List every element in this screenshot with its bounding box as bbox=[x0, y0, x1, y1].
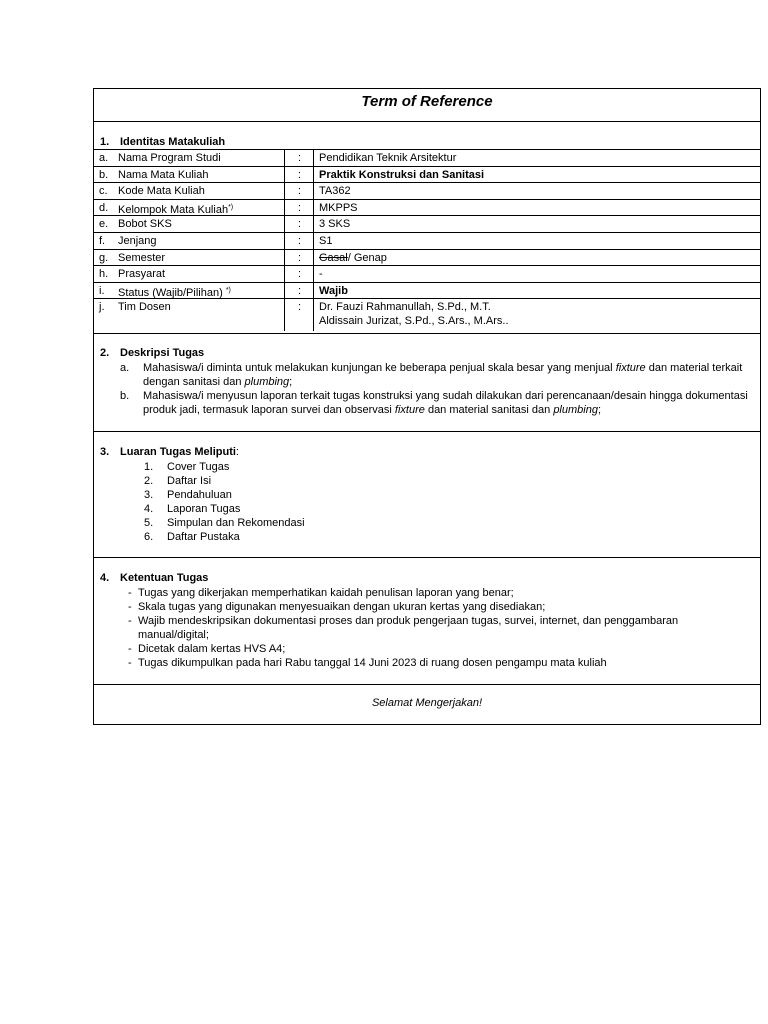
divider bbox=[94, 121, 760, 122]
footnote-marker: *) bbox=[228, 203, 234, 211]
section1-number: 1. bbox=[100, 136, 110, 148]
table-row bbox=[94, 199, 760, 216]
item-text-italic: plumbing bbox=[244, 376, 290, 388]
divider bbox=[94, 333, 760, 334]
item-text: ; bbox=[597, 404, 602, 416]
section4-list bbox=[128, 586, 748, 670]
list-item bbox=[144, 502, 305, 516]
section3-list bbox=[144, 460, 305, 544]
item-text: Dicetak dalam kertas HVS A4; bbox=[138, 643, 286, 655]
item-text: Simpulan dan Rekomendasi bbox=[167, 517, 305, 529]
row-value-text: Aldissain Jurizat, S.Pd., S.Ars., M.Ars.. bbox=[319, 315, 509, 328]
row-value-text: S1 bbox=[319, 234, 333, 247]
item-dash: - bbox=[128, 601, 132, 613]
row-label-text: Tim Dosen bbox=[118, 301, 171, 314]
row-value bbox=[319, 201, 358, 215]
list-item bbox=[128, 586, 748, 600]
row-value bbox=[319, 184, 351, 198]
item-dash: - bbox=[128, 657, 132, 669]
item-dash: - bbox=[128, 615, 132, 627]
item-text-italic: plumbing bbox=[553, 404, 598, 416]
table-row bbox=[94, 282, 760, 299]
table-row bbox=[94, 265, 760, 282]
item-text-italic: fixture bbox=[615, 362, 646, 374]
row-letter: e. bbox=[99, 218, 109, 231]
row-value bbox=[319, 267, 323, 281]
row-label-text: Nama Mata Kuliah bbox=[118, 168, 209, 181]
row-colon: : bbox=[298, 201, 302, 214]
item-dash: - bbox=[128, 587, 132, 599]
row-letter: c. bbox=[99, 185, 108, 198]
row-letter: d. bbox=[99, 201, 109, 214]
row-value-text: / Genap bbox=[347, 251, 387, 264]
row-colon: : bbox=[298, 185, 302, 198]
row-value-text: Praktik Konstruksi dan Sanitasi bbox=[319, 168, 485, 181]
row-colon: : bbox=[298, 234, 302, 247]
item-text: dan material sanitasi dan bbox=[424, 404, 554, 416]
item-text: dan material terkait bbox=[645, 362, 743, 374]
row-colon: : bbox=[298, 251, 302, 264]
divider bbox=[94, 684, 760, 685]
list-item bbox=[144, 460, 305, 474]
table-row bbox=[94, 249, 760, 266]
item-number: 6. bbox=[144, 531, 154, 543]
row-letter: a. bbox=[99, 152, 109, 164]
row-value-text: - bbox=[319, 268, 323, 281]
item-text: produk jadi, termasuk laporan survei dan observasi bbox=[143, 404, 395, 416]
row-label bbox=[118, 300, 171, 314]
item-text: Laporan Tugas bbox=[167, 503, 241, 515]
item-text: ; bbox=[289, 376, 293, 388]
term-of-reference-document bbox=[93, 88, 761, 725]
list-item bbox=[128, 656, 748, 670]
item-text: Pendahuluan bbox=[167, 489, 232, 501]
row-value bbox=[319, 284, 348, 298]
item-number: 4. bbox=[144, 503, 154, 515]
row-value bbox=[319, 251, 387, 265]
item-text: Daftar Pustaka bbox=[167, 531, 240, 543]
row-value-text: Wajib bbox=[319, 284, 348, 297]
list-item bbox=[128, 614, 748, 642]
row-label-text: Prasyarat bbox=[118, 268, 166, 281]
item-letter: b. bbox=[120, 390, 130, 402]
row-letter: b. bbox=[99, 168, 109, 181]
section4-number: 4. bbox=[100, 572, 110, 584]
row-value-text: TA362 bbox=[319, 185, 351, 198]
row-label-text: Jenjang bbox=[118, 234, 157, 247]
identity-table bbox=[94, 149, 760, 331]
section2-title: Deskripsi Tugas bbox=[120, 347, 205, 359]
item-text: Mahasiswa/i menyusun laporan terkait tugas konstruksi yang sudah dilakukan dari perencanaan/desain hingga dokumentasi bbox=[143, 390, 748, 402]
row-label-text: Kelompok Mata Kuliah bbox=[118, 203, 229, 216]
table-row bbox=[94, 232, 760, 249]
row-label bbox=[118, 168, 209, 182]
table-row bbox=[94, 298, 760, 331]
closing-message: Selamat Mengerjakan! bbox=[371, 697, 483, 709]
section3-number: 3. bbox=[100, 446, 110, 458]
item-number: 5. bbox=[144, 517, 154, 529]
row-colon: : bbox=[298, 268, 302, 281]
list-item bbox=[144, 530, 305, 544]
item-number: 1. bbox=[144, 461, 154, 473]
section2-number: 2. bbox=[100, 347, 110, 359]
row-label bbox=[118, 151, 221, 165]
row-value-text: 3 SKS bbox=[319, 218, 351, 231]
item-text: Tugas yang dikerjakan memperhatikan kaidah penulisan laporan yang benar; bbox=[138, 587, 514, 599]
item-text: Mahasiswa/i diminta untuk melakukan kunjungan ke beberapa penjual skala besar yang menjual bbox=[143, 362, 616, 374]
row-letter: f. bbox=[99, 234, 106, 247]
row-label bbox=[118, 217, 172, 231]
row-label bbox=[118, 251, 165, 265]
item-text: Skala tugas yang digunakan menyesuaikan dengan ukuran kertas yang disediakan; bbox=[138, 601, 546, 613]
row-colon: : bbox=[298, 168, 302, 181]
item-text: Tugas dikumpulkan pada hari Rabu tanggal 14 Juni 2023 di ruang dosen pengampu mata kuliah bbox=[138, 657, 607, 669]
row-colon: : bbox=[298, 301, 302, 314]
row-colon: : bbox=[298, 218, 302, 231]
row-letter: h. bbox=[99, 268, 109, 281]
row-label-text: Nama Program Studi bbox=[118, 152, 221, 164]
section3-title: Luaran Tugas Meliputi bbox=[120, 446, 236, 458]
row-letter: j. bbox=[99, 301, 105, 314]
section4-heading bbox=[100, 572, 208, 584]
list-item bbox=[144, 516, 305, 530]
row-colon: : bbox=[298, 152, 302, 164]
item-text-italic: fixture bbox=[394, 404, 425, 416]
item-text: manual/digital; bbox=[138, 629, 209, 641]
list-item bbox=[144, 488, 305, 502]
item-number: 3. bbox=[144, 489, 154, 501]
row-value-text: MKPPS bbox=[319, 201, 358, 214]
list-item bbox=[128, 600, 748, 614]
row-label bbox=[118, 184, 205, 198]
row-label-text: Bobot SKS bbox=[118, 218, 172, 231]
row-value bbox=[319, 234, 332, 248]
list-item bbox=[120, 389, 760, 417]
list-item bbox=[144, 474, 305, 488]
item-text: dengan sanitasi dan bbox=[143, 376, 245, 388]
section2-list bbox=[120, 361, 760, 417]
item-dash: - bbox=[128, 643, 132, 655]
section2-heading bbox=[100, 347, 204, 359]
row-label bbox=[118, 234, 157, 248]
item-text: Wajib mendeskripsikan dokumentasi proses dan produk pengerjaan tugas, survei, internet, dan penggambaran bbox=[138, 615, 679, 627]
section3-heading bbox=[100, 446, 239, 458]
row-value bbox=[319, 151, 456, 165]
item-letter: a. bbox=[120, 362, 130, 374]
item-number: 2. bbox=[144, 475, 154, 487]
list-item bbox=[128, 642, 748, 656]
footnote-marker: *) bbox=[225, 286, 231, 294]
table-row bbox=[94, 149, 760, 166]
struck-value: Gasal bbox=[319, 251, 348, 264]
row-label bbox=[118, 267, 165, 281]
row-label-text: Kode Mata Kuliah bbox=[118, 185, 205, 198]
item-text: Daftar Isi bbox=[167, 475, 212, 487]
table-row bbox=[94, 215, 760, 232]
row-colon: : bbox=[298, 284, 302, 297]
document-title: Term of Reference bbox=[361, 93, 493, 110]
section4-title: Ketentuan Tugas bbox=[120, 572, 209, 584]
row-label bbox=[118, 201, 233, 217]
divider bbox=[94, 557, 760, 558]
table-row bbox=[94, 166, 760, 183]
row-value-text: Dr. Fauzi Rahmanullah, S.Pd., M.T. bbox=[319, 301, 491, 314]
row-value bbox=[319, 300, 509, 328]
table-row bbox=[94, 182, 760, 199]
row-value-text: Pendidikan Teknik Arsitektur bbox=[319, 152, 457, 164]
row-letter: i. bbox=[99, 284, 105, 297]
row-label bbox=[118, 284, 231, 300]
row-letter: g. bbox=[99, 251, 109, 264]
divider bbox=[94, 431, 760, 432]
section3-colon: : bbox=[235, 446, 239, 458]
row-value bbox=[319, 168, 484, 182]
row-label-text: Status (Wajib/Pilihan) bbox=[118, 286, 226, 299]
section1-heading bbox=[100, 136, 225, 148]
row-value bbox=[319, 217, 350, 231]
row-label-text: Semester bbox=[118, 251, 166, 264]
item-text: Cover Tugas bbox=[167, 461, 230, 473]
list-item bbox=[120, 361, 760, 389]
section1-title: Identitas Matakuliah bbox=[120, 136, 226, 148]
